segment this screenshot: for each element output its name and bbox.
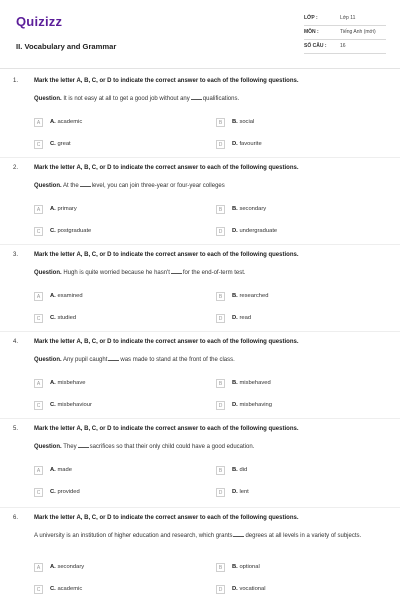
option-label (50, 119, 82, 125)
option-checkbox[interactable]: A (34, 118, 43, 127)
header-divider (0, 68, 400, 69)
option-label (50, 564, 84, 570)
option-letter: D. (232, 141, 238, 147)
question-label: Question. (34, 270, 62, 276)
question-instruction: Mark the letter A, B, C, or D to indicate the correct answer to each of the following questions. (34, 252, 299, 258)
option-letter: C. (50, 141, 56, 147)
option-checkbox[interactable]: C (34, 401, 43, 410)
question-instruction: Mark the letter A, B, C, or D to indicate the correct answer to each of the following questions. (34, 339, 299, 345)
option-letter: D. (232, 489, 238, 495)
logo-text: Quizizz (16, 14, 63, 29)
question-instruction: Mark the letter A, B, C, or D to indicate the correct answer to each of the following questions. (34, 78, 299, 84)
option-label (50, 141, 71, 147)
option-text: favourite (239, 141, 262, 147)
option-letter: A. (50, 564, 56, 570)
option-label (50, 315, 76, 321)
option-letter: B. (232, 293, 238, 299)
option-letter: A. (50, 467, 56, 473)
option-checkbox[interactable]: A (34, 205, 43, 214)
option-checkbox[interactable]: A (34, 466, 43, 475)
question-text-after: for the end-of-term test. (182, 270, 246, 276)
option-checkbox[interactable]: D (216, 401, 225, 410)
option-letter: B. (232, 119, 238, 125)
option-checkbox[interactable]: A (34, 292, 43, 301)
option-label (232, 141, 262, 147)
question-text (34, 94, 386, 104)
question-text-after: sacrifices so that their only child could have a good education. (89, 444, 255, 450)
question-text-before: A university is an institution of higher education and research, which grants (34, 533, 233, 539)
option-text: misbehaviour (57, 402, 92, 408)
option-label (232, 206, 266, 212)
option-letter: C. (50, 489, 56, 495)
meta-value: Lớp 11 (340, 15, 356, 21)
option-label (232, 586, 266, 592)
option-label (232, 467, 247, 473)
option-label (50, 402, 92, 408)
option-label (232, 380, 271, 386)
answer-blank (108, 355, 119, 361)
question-divider (0, 507, 400, 508)
option-text: studied (57, 315, 77, 321)
question-divider (0, 244, 400, 245)
question-number: 3. (13, 252, 19, 258)
question-text-before: They (63, 444, 77, 450)
option-label (50, 586, 82, 592)
option-checkbox[interactable]: A (34, 563, 43, 572)
question-text (34, 181, 386, 191)
question-text (34, 268, 386, 278)
option-text: academic (57, 586, 83, 592)
option-checkbox[interactable]: B (216, 379, 225, 388)
question-text-after: was made to stand at the front of the class. (120, 357, 235, 363)
question-divider (0, 331, 400, 332)
question-text (34, 442, 386, 452)
meta-value: 16 (340, 43, 346, 49)
option-text: made (57, 467, 72, 473)
option-checkbox[interactable]: B (216, 563, 225, 572)
option-letter: C. (50, 586, 56, 592)
question-number: 2. (13, 165, 19, 171)
option-letter: A. (50, 380, 56, 386)
question-instruction: Mark the letter A, B, C, or D to indicate the correct answer to each of the following questions. (34, 165, 299, 171)
option-label (50, 489, 80, 495)
option-checkbox[interactable]: B (216, 292, 225, 301)
option-checkbox[interactable]: D (216, 585, 225, 594)
option-label (50, 228, 91, 234)
option-text: academic (57, 119, 83, 125)
option-letter: C. (50, 315, 56, 321)
option-checkbox[interactable]: C (34, 314, 43, 323)
question-number: 5. (13, 426, 19, 432)
answer-blank (78, 442, 89, 448)
option-text: did (239, 467, 248, 473)
option-checkbox[interactable]: D (216, 488, 225, 497)
option-letter: D. (232, 228, 238, 234)
option-letter: B. (232, 380, 238, 386)
meta-row-class (304, 12, 386, 26)
option-label (232, 564, 260, 570)
option-text: misbehaved (239, 380, 271, 386)
option-label (50, 293, 83, 299)
worksheet-header (16, 12, 386, 58)
question-text-before: At the (63, 183, 79, 189)
option-checkbox[interactable]: B (216, 466, 225, 475)
option-label (50, 380, 85, 386)
question-text-after: level, you can join three-year or four-year colleges (91, 183, 225, 189)
answer-blank (233, 531, 244, 537)
answer-blank (191, 94, 202, 100)
option-text: optional (239, 564, 260, 570)
option-label (50, 206, 77, 212)
question-text-after: qualifications. (202, 96, 240, 102)
option-checkbox[interactable]: B (216, 205, 225, 214)
quizizz-logo (16, 14, 62, 29)
option-checkbox[interactable]: C (34, 140, 43, 149)
question-text-before: It is not easy at all to get a good job without any (63, 96, 190, 102)
question-label: Question. (34, 357, 62, 363)
option-letter: D. (232, 402, 238, 408)
option-text: misbehave (57, 380, 86, 386)
question-label: Question. (34, 96, 62, 102)
option-letter: A. (50, 206, 56, 212)
option-letter: B. (232, 564, 238, 570)
section-title: II. Vocabulary and Grammar (16, 42, 117, 51)
option-text: vocational (239, 586, 266, 592)
option-text: primary (57, 206, 77, 212)
option-checkbox[interactable]: B (216, 118, 225, 127)
meta-key: MÔN : (304, 29, 319, 35)
question-text-before: Any pupil caught (63, 357, 108, 363)
option-checkbox[interactable]: C (34, 585, 43, 594)
meta-table (304, 12, 386, 54)
answer-blank (80, 181, 91, 187)
question-number: 6. (13, 515, 19, 521)
question-number: 4. (13, 339, 19, 345)
option-text: provided (57, 489, 80, 495)
option-label (232, 119, 254, 125)
option-checkbox[interactable]: D (216, 314, 225, 323)
question-text-after: degrees at all levels in a variety of subjects. (245, 533, 362, 539)
question-label: Question. (34, 444, 62, 450)
option-label (232, 228, 277, 234)
question-text (34, 531, 386, 541)
question-label: Question. (34, 183, 62, 189)
option-text: misbehaving (239, 402, 272, 408)
option-text: lent (239, 489, 249, 495)
option-checkbox[interactable]: D (216, 227, 225, 236)
question-divider (0, 157, 400, 158)
question-instruction: Mark the letter A, B, C, or D to indicate the correct answer to each of the following questions. (34, 515, 299, 521)
meta-key: SỐ CÂU : (304, 43, 327, 49)
option-letter: A. (50, 293, 56, 299)
option-checkbox[interactable]: A (34, 379, 43, 388)
question-divider (0, 418, 400, 419)
question-text (34, 355, 386, 365)
option-label (232, 315, 251, 321)
option-letter: D. (232, 586, 238, 592)
option-label (232, 489, 249, 495)
option-letter: A. (50, 119, 56, 125)
option-label (232, 402, 272, 408)
option-label (232, 293, 268, 299)
option-checkbox[interactable]: C (34, 227, 43, 236)
answer-blank (171, 268, 182, 274)
option-letter: D. (232, 315, 238, 321)
meta-row-count (304, 40, 386, 54)
question-number: 1. (13, 78, 19, 84)
option-text: researched (239, 293, 269, 299)
meta-row-subject (304, 26, 386, 40)
option-checkbox[interactable]: C (34, 488, 43, 497)
option-label (50, 467, 72, 473)
option-letter: B. (232, 206, 238, 212)
option-letter: C. (50, 402, 56, 408)
question-text-before: Hugh is quite worried because he hasn't (63, 270, 170, 276)
meta-key: LỚP : (304, 15, 318, 21)
question-instruction: Mark the letter A, B, C, or D to indicate the correct answer to each of the following questions. (34, 426, 299, 432)
option-text: postgraduate (57, 228, 92, 234)
option-checkbox[interactable]: D (216, 140, 225, 149)
option-letter: B. (232, 467, 238, 473)
option-text: great (57, 141, 71, 147)
option-text: social (239, 119, 255, 125)
option-text: read (239, 315, 252, 321)
option-text: undergraduate (239, 228, 278, 234)
option-text: secondary (239, 206, 267, 212)
option-text: secondary (57, 564, 85, 570)
option-text: examined (57, 293, 83, 299)
option-letter: C. (50, 228, 56, 234)
meta-value: Tiếng Anh (mới) (340, 29, 376, 35)
